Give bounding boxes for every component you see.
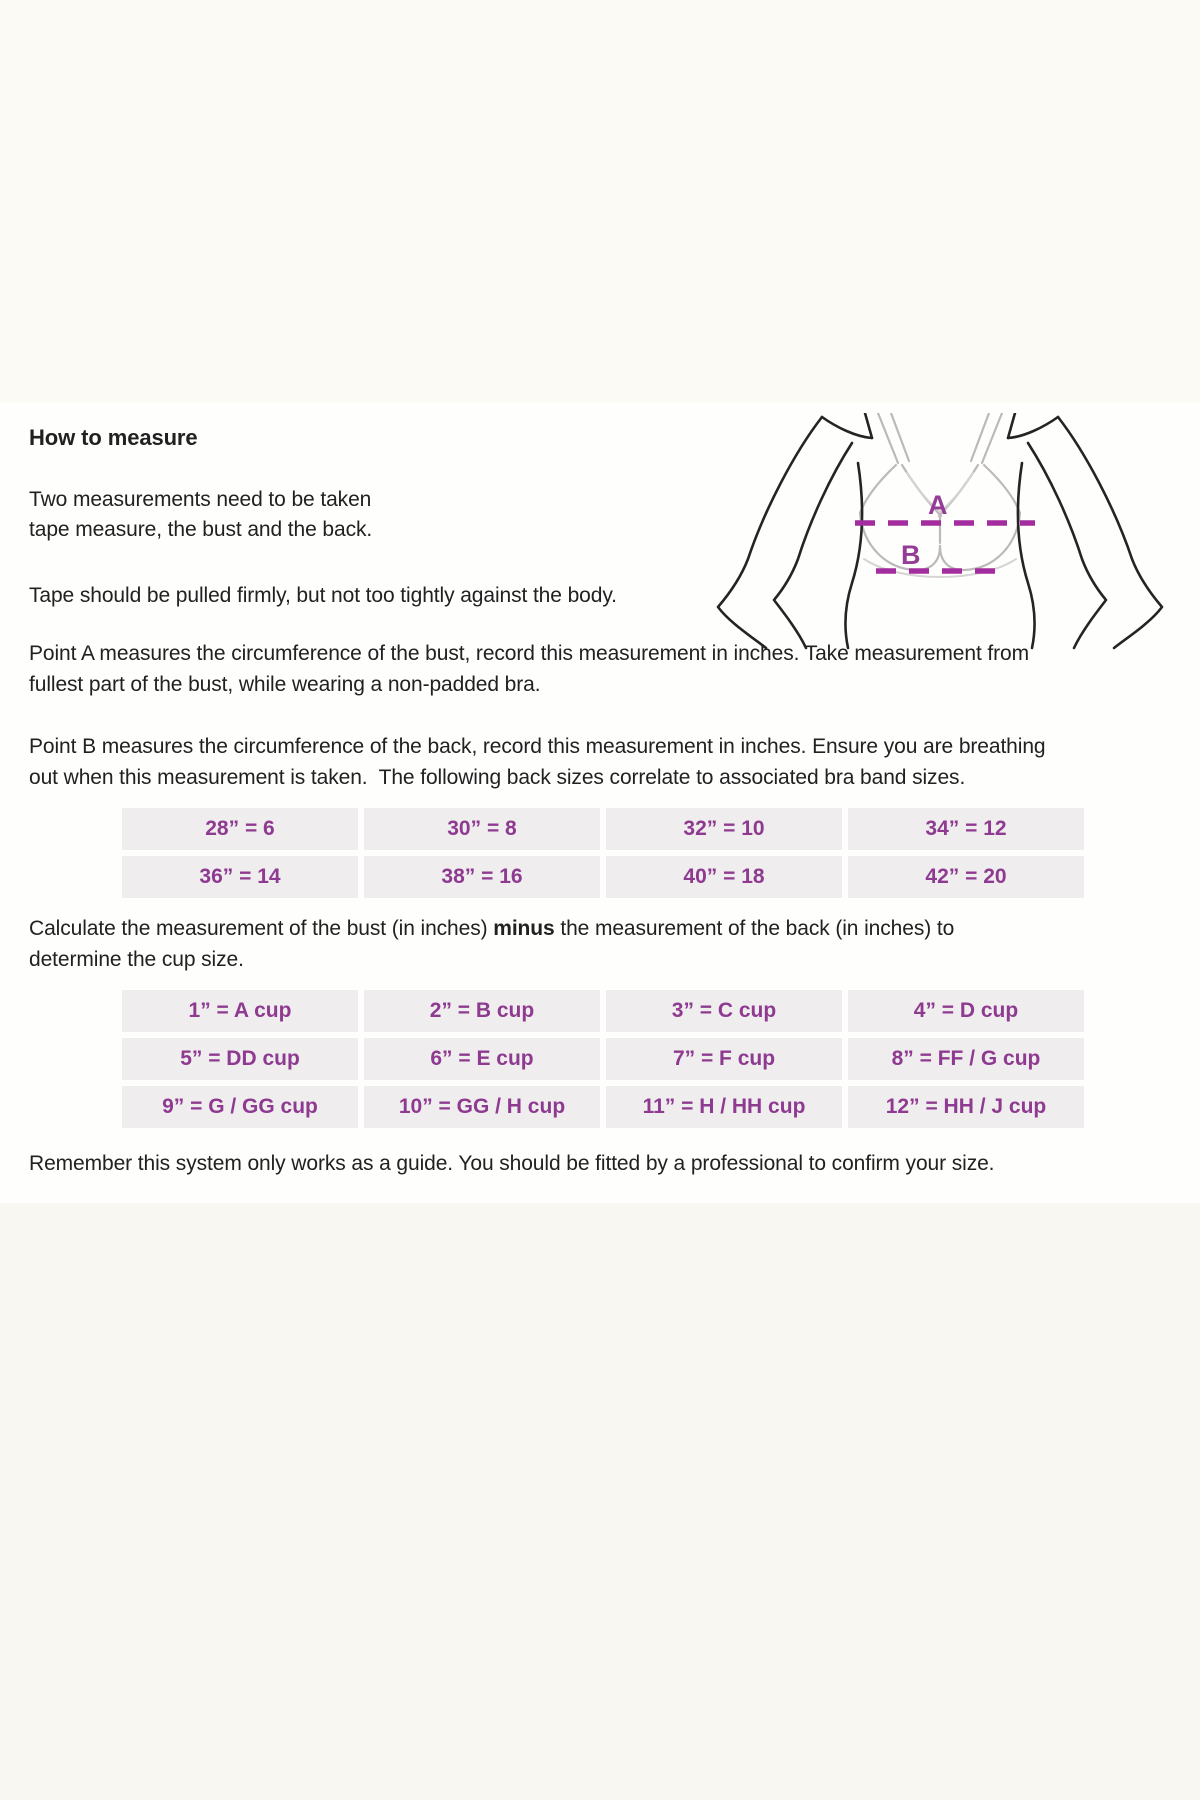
label-b: B [901, 540, 921, 570]
table-cell: 9” = G / GG cup [122, 1086, 358, 1128]
left-strap-line [878, 413, 898, 463]
calculate-line-2: determine the cup size. [29, 948, 244, 971]
calculate-text-after: the measurement of the back (in inches) to [554, 917, 955, 940]
intro-line-1: Two measurements need to be taken [29, 488, 372, 511]
point-b-line-2: out when this measurement is taken. The following back sizes correlate to associated bra band sizes. [29, 766, 966, 789]
table-cell: 7” = F cup [606, 1038, 842, 1080]
table-cell: 32” = 10 [606, 808, 842, 850]
table-cell: 30” = 8 [364, 808, 600, 850]
table-cell: 8” = FF / G cup [848, 1038, 1084, 1080]
table-cell: 4” = D cup [848, 990, 1084, 1032]
table-cell: 28” = 6 [122, 808, 358, 850]
point-a-line-2: fullest part of the bust, while wearing a non-padded bra. [29, 673, 541, 696]
table-cell: 2” = B cup [364, 990, 600, 1032]
table-cell: 38” = 16 [364, 856, 600, 898]
table-cell: 34” = 12 [848, 808, 1084, 850]
left-shoulder [822, 417, 872, 438]
table-cell: 3” = C cup [606, 990, 842, 1032]
top-background-band [0, 0, 1200, 403]
calculate-line-1 [29, 916, 954, 942]
right-strap-line [982, 413, 1002, 463]
footer-note: Remember this system only works as a guide. You should be fitted by a professional to confirm your size. [29, 1152, 995, 1175]
table-cell: 12” = HH / J cup [848, 1086, 1084, 1128]
torso-left-side [845, 463, 862, 648]
neck-right-line [1008, 413, 1015, 438]
torso-illustration [660, 413, 1200, 650]
table-cell: 40” = 18 [606, 856, 842, 898]
table-cell: 6” = E cup [364, 1038, 600, 1080]
table-cell: 36” = 14 [122, 856, 358, 898]
table-cell: 1” = A cup [122, 990, 358, 1032]
neck-left-line [865, 413, 872, 438]
torso-right-side [1018, 463, 1035, 648]
table-cell: 10” = GG / H cup [364, 1086, 600, 1128]
page-title: How to measure [29, 425, 198, 450]
band-size-table [122, 808, 1084, 898]
table-cell: 42” = 20 [848, 856, 1084, 898]
bottom-background-band [0, 1203, 1200, 1800]
right-shoulder [1008, 417, 1058, 438]
right-cup [940, 513, 1020, 570]
point-a-line-1: Point A measures the circumference of the bust, record this measurement in inches. Take measurement from [29, 642, 1030, 665]
tape-note: Tape should be pulled firmly, but not too tightly against the body. [29, 584, 617, 607]
calculate-bold-word: minus [493, 917, 555, 940]
calculate-text-before: Calculate the measurement of the bust (in inches) [29, 917, 494, 940]
table-cell: 11” = H / HH cup [606, 1086, 842, 1128]
intro-line-2: tape measure, the bust and the back. [29, 518, 373, 541]
bust-measurement-diagram [660, 413, 1200, 650]
cup-size-table [122, 990, 1084, 1128]
table-cell: 5” = DD cup [122, 1038, 358, 1080]
label-a: A [928, 490, 948, 520]
point-b-line-1: Point B measures the circumference of the back, record this measurement in inches. Ensure you are breathing [29, 735, 1046, 758]
